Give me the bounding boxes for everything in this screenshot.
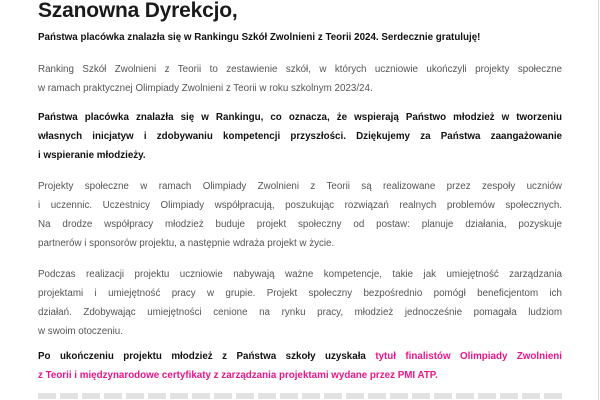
- certificates-lead-text: Po ukończeniu projektu młodzież z Państwa szkoły uzyskała: [38, 351, 376, 362]
- paragraph-line: i uczennic. Uczestnicy Olimpiady współpracują, poszukując rozwiązań realnych problemów społecznych.: [38, 200, 562, 211]
- paragraph-line: projektami i umiejętność pracy w grupie. Projekt społeczny bezpośrednio pomógł beneficjentom ich: [38, 288, 562, 299]
- paragraph-line: i wspieranie młodzieży.: [38, 150, 146, 161]
- paragraph-line: Państwa placówka znalazła się w Rankingu, co oznacza, że wspierają Państwo młodzież w tworzeniu: [38, 112, 562, 123]
- paragraph-line: działań. Zdobywając umiejętności cenione na rynku pracy, młodzież jednocześnie pomagała ludziom: [38, 307, 562, 318]
- finalist-title-highlight: tytuł finalistów Olimpiady Zwolnieni: [375, 351, 562, 362]
- paragraph-line: własnych inicjatyw i zdobywaniu kompetencji przyszłości. Dziękujemy za Państwa zaangażowanie: [38, 131, 562, 142]
- letter-greeting: Szanowna Dyrekcjo,: [38, 0, 238, 22]
- ranking-paragraph: [38, 60, 562, 98]
- paragraph-line: w ramach praktycznej Olimpiady Zwolnieni z Teorii w roku szkolnym 2023/24.: [38, 83, 373, 94]
- paragraph-line: Ranking Szkół Zwolnieni z Teorii to zestawienie szkół, w których uczniowie ukończyli projekty społeczne: [38, 64, 562, 75]
- certificates-highlight-line: z Teorii i międzynarodowe certyfikaty z zarządzania projektami wydane przez PMI ATP.: [38, 370, 438, 381]
- paragraph-line: Projekty społeczne w ramach Olimpiady Zwolnieni z Teorii są realizowane przez zespoły uczniów: [38, 181, 562, 192]
- paragraph-line: [38, 347, 562, 366]
- intro-line: Państwa placówka znalazła się w Rankingu Szkół Zwolnieni z Teorii 2024. Serdecznie gratuluję!: [38, 32, 481, 43]
- paragraph-line: w swoim otoczeniu.: [38, 326, 123, 337]
- paragraph-line: Na drodze współpracy młodzież buduje projekt społeczny od postaw: planuje działania, pozyskuje: [38, 219, 562, 230]
- paragraph-line: partnerów i sponsorów projektu, a następnie wdraża projekt w życie.: [38, 238, 335, 249]
- truncated-next-paragraph: [38, 393, 562, 399]
- intro-paragraph: [38, 28, 562, 47]
- thanks-paragraph: [38, 108, 562, 165]
- certificates-paragraph: [38, 347, 562, 385]
- competences-paragraph: [38, 265, 562, 341]
- projects-paragraph: [38, 177, 562, 253]
- paragraph-line: Podczas realizacji projektu uczniowie nabywają ważne kompetencje, takie jak umiejętność zarządzania: [38, 269, 562, 280]
